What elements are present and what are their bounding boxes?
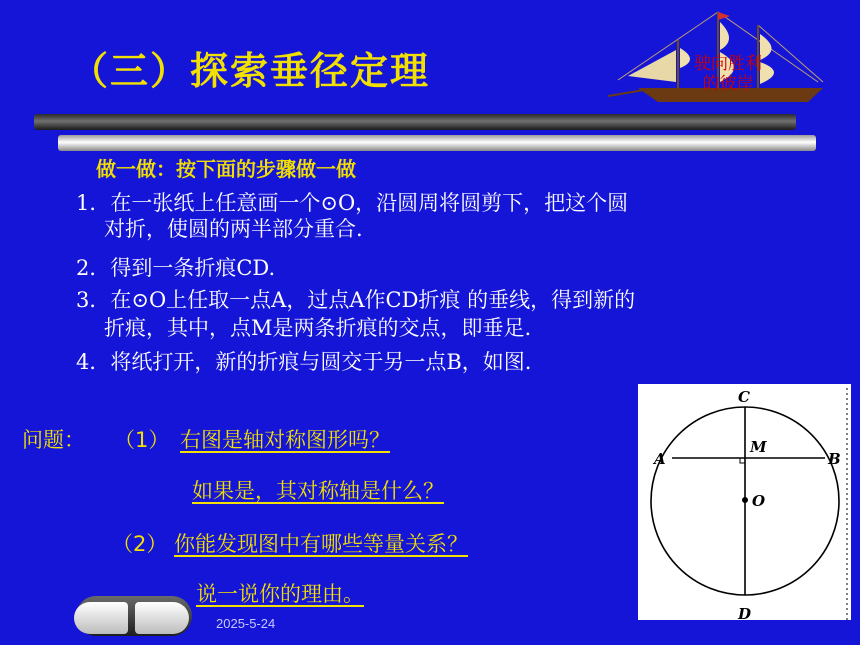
step-1-line-1: 1．在一张纸上任意画一个⊙O，沿圆周将圆剪下，把这个圆 [76,191,629,215]
step-3-line-2: 折痕，其中，点M是两条折痕的交点，即垂足. [104,316,532,340]
circle-diagram [638,384,851,620]
step-2: 2．得到一条折痕CD. [76,256,276,280]
question-1-part-b: 如果是，其对称轴是什么？ [192,479,444,503]
label-a: A [654,450,666,468]
label-c: C [738,388,750,406]
question-1-part-a: 右图是轴对称图形吗？ [180,428,390,452]
question-prefix: 问题： [22,428,85,452]
ship-caption-line-1: 驶向胜利 [694,54,762,74]
slide-title: （三）探索垂径定理 [70,49,431,93]
previous-slide-button[interactable] [74,602,128,634]
next-slide-button[interactable] [135,602,189,634]
activity-heading: 做一做：按下面的步骤做一做 [96,157,356,181]
step-1-line-2: 对折，使圆的两半部分重合. [104,217,363,241]
question-2-number: （2） [112,532,168,556]
center-point [742,497,748,503]
ship-caption-line-2: 的彼岸 [702,74,754,94]
label-b: B [828,450,841,468]
circle-figure [638,384,851,620]
step-3-line-1: 3．在⊙O上任取一点A，过点A作CD折痕 的垂线，得到新的 [76,288,636,312]
question-1-number: （1） [114,428,170,452]
question-2-part-a: 你能发现图中有哪些等量关系？ [174,532,468,556]
slide-date: 2025-5-24 [216,616,276,631]
label-d: D [738,605,752,620]
step-4: 4．将纸打开，新的折痕与圆交于另一点B，如图. [76,350,532,374]
title-divider-dark [34,114,796,130]
label-o: O [752,492,766,510]
title-divider-light [58,135,816,151]
sailing-ship-logo [608,10,833,115]
label-m: M [750,438,767,456]
question-2-part-b: 说一说你的理由。 [196,582,364,606]
